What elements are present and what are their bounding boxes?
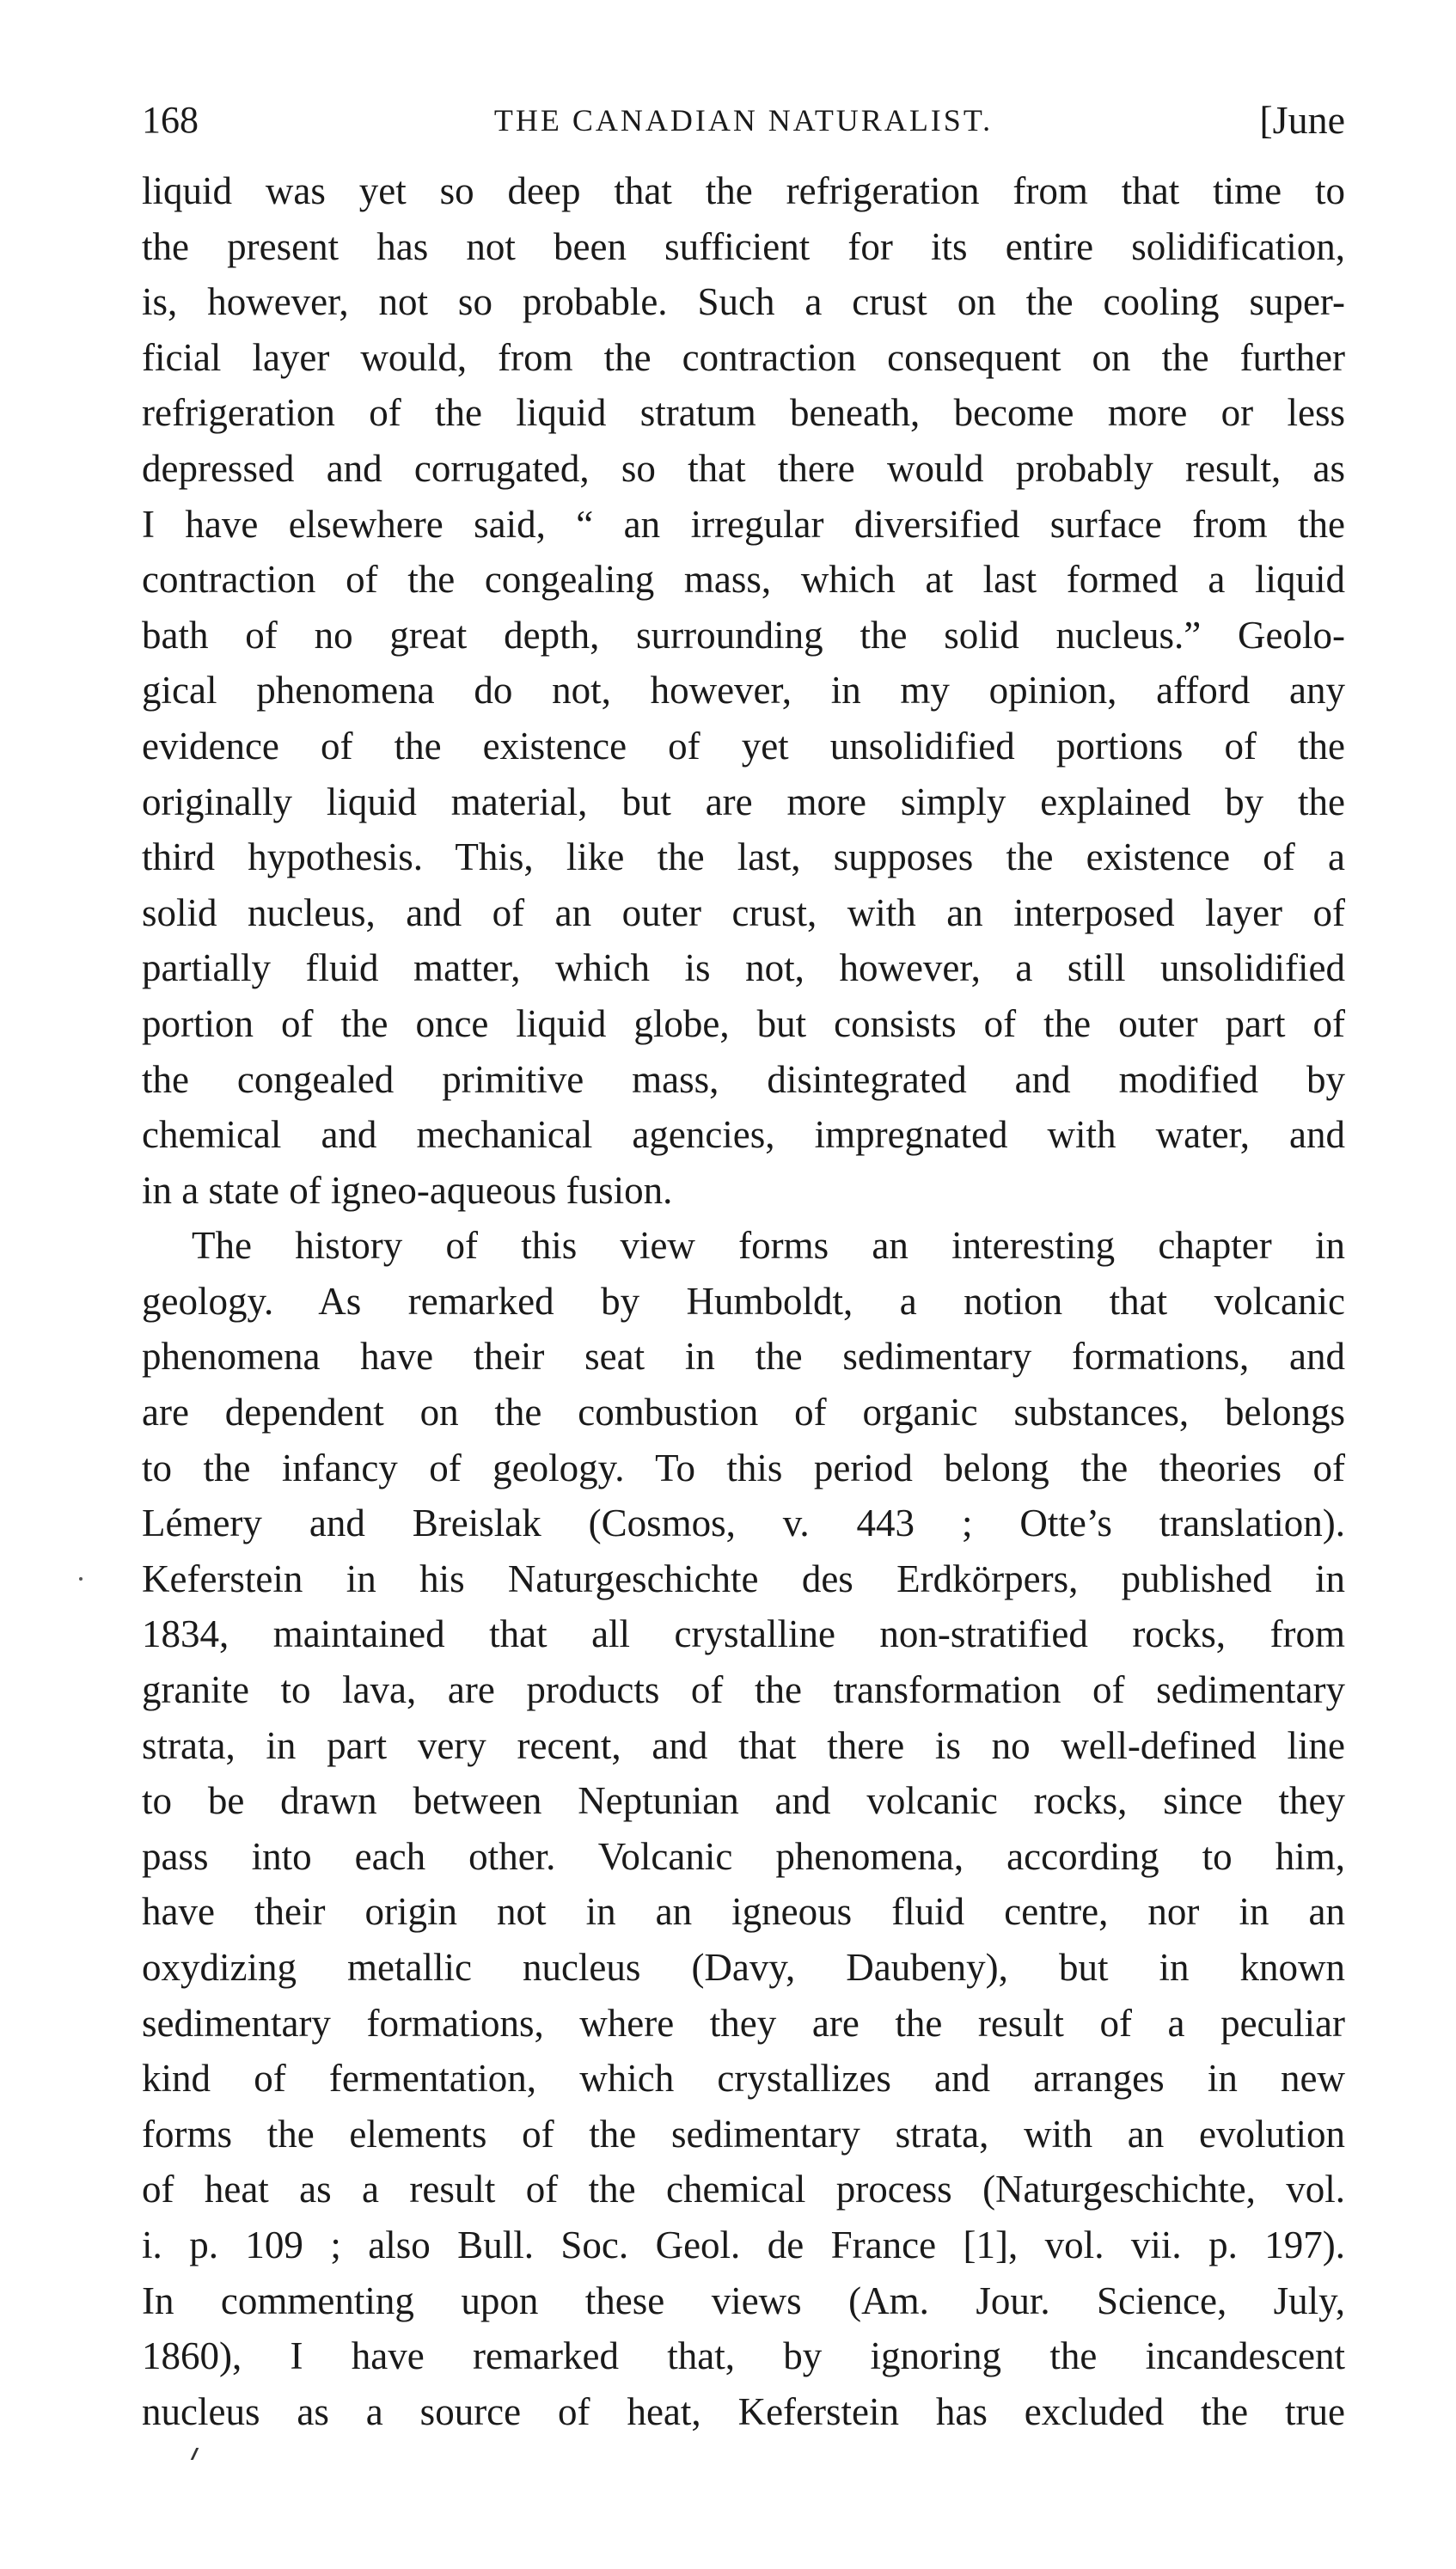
text-line: the present has not been sufficient for its entire solidification, — [142, 224, 1345, 268]
text-line: solid nucleus, and of an outer crust, with an interposed layer of — [142, 890, 1345, 934]
text-line: geology. As remarked by Humboldt, a notion that volcanic — [142, 1279, 1345, 1323]
text-line: ficial layer would, from the contraction consequent on the further — [142, 335, 1345, 379]
body-text — [142, 163, 1345, 2439]
text-line: strata, in part very recent, and that there is no well-defined line — [142, 1723, 1345, 1767]
text-line: have their origin not in an igneous fluid centre, nor in an — [142, 1890, 1345, 1934]
text-line: i. p. 109 ; also Bull. Soc. Geol. de France [1], vol. vii. p. 197). — [142, 2223, 1345, 2266]
text-line: portion of the once liquid globe, but consists of the outer part of — [142, 1001, 1345, 1045]
text-line: of heat as a result of the chemical process (Naturgeschichte, vol. — [142, 2168, 1345, 2211]
text-line: 1860), I have remarked that, by ignoring the incandescent — [142, 2334, 1345, 2378]
text-line: oxydizing metallic nucleus (Davy, Daubeny), but in known — [142, 1946, 1345, 1989]
journal-title: THE CANADIAN NATURALIST. — [493, 103, 994, 138]
text-line: third hypothesis. This, like the last, supposes the existence of a — [142, 835, 1345, 879]
text-line: in a state of igneo-aqueous fusion. — [142, 1168, 673, 1212]
text-line: evidence of the existence of yet unsolidified portions of the — [142, 724, 1345, 768]
text-line: gical phenomena do not, however, in my opinion, afford any — [142, 669, 1345, 713]
text-line: to the infancy of geology. To this period belong the theories of — [142, 1446, 1345, 1489]
text-line: sedimentary formations, where they are the result of a peculiar — [142, 2001, 1345, 2045]
running-header — [142, 86, 1345, 155]
text-line: The history of this view forms an interesting chapter in — [192, 1224, 1345, 1268]
text-line: is, however, not so probable. Such a crust on the cooling super- — [142, 280, 1345, 324]
text-line: phenomena have their seat in the sedimentary formations, and — [142, 1335, 1345, 1379]
text-line: refrigeration of the liquid stratum beneath, become more or less — [142, 391, 1345, 435]
book-page — [142, 86, 1345, 2439]
page-number: 168 — [142, 99, 199, 141]
text-line: kind of fermentation, which crystallizes and arranges in new — [142, 2057, 1345, 2101]
text-line: originally liquid material, but are more simply explained by the — [142, 780, 1345, 823]
scan-speck — [79, 1577, 83, 1581]
text-line: the congealed primitive mass, disintegrated and modified by — [142, 1057, 1345, 1101]
text-line: Lémery and Breislak (Cosmos, v. 443 ; Otte’s translation). — [142, 1502, 1345, 1545]
text-line: bath of no great depth, surrounding the solid nucleus.” Geolo- — [142, 613, 1345, 657]
text-line: nucleus as a source of heat, Keferstein has excluded the true — [142, 2389, 1345, 2433]
text-line: liquid was yet so deep that the refrigeration from that time to — [142, 169, 1345, 212]
text-line: chemical and mechanical agencies, impregnated with water, and — [142, 1113, 1345, 1157]
text-line: granite to lava, are products of the transformation of sedimentary — [142, 1668, 1345, 1712]
scan-mark — [191, 2448, 208, 2460]
text-line: contraction of the congealing mass, which at last formed a liquid — [142, 558, 1345, 602]
text-line: In commenting upon these views (Am. Jour. Science, July, — [142, 2278, 1345, 2322]
section-month: [June — [1259, 98, 1345, 142]
text-line: are dependent on the combustion of organic substances, belongs — [142, 1391, 1345, 1434]
paragraph-2 — [142, 1218, 1345, 2439]
text-line: forms the elements of the sedimentary strata, with an evolution — [142, 2112, 1345, 2156]
text-line: partially fluid matter, which is not, however, a still unsolidified — [142, 946, 1345, 990]
text-line: I have elsewhere said, “ an irregular diversified surface from the — [142, 502, 1345, 546]
text-line: to be drawn between Neptunian and volcanic rocks, since they — [142, 1779, 1345, 1823]
paragraph-1 — [142, 163, 1345, 1218]
text-line: 1834, maintained that all crystalline non-stratified rocks, from — [142, 1612, 1345, 1656]
text-line: pass into each other. Volcanic phenomena, according to him, — [142, 1834, 1345, 1878]
text-line: depressed and corrugated, so that there would probably result, as — [142, 446, 1345, 490]
text-line: Keferstein in his Naturgeschichte des Erdkörpers, published in — [142, 1557, 1345, 1600]
